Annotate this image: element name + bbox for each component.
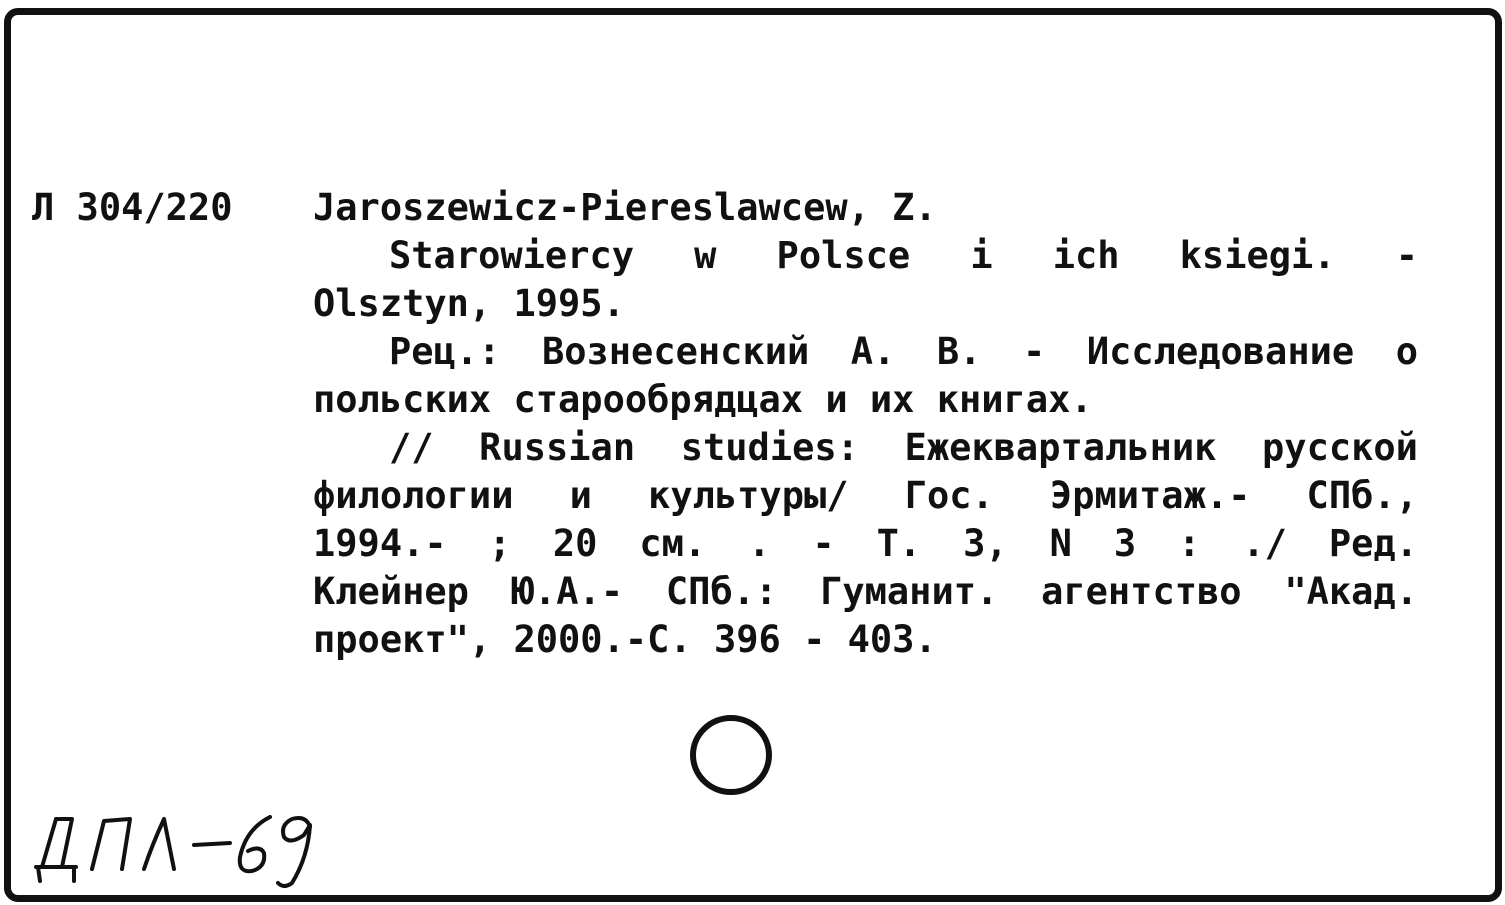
source-word: агентство <box>1041 570 1242 613</box>
source-word: культуры/ <box>648 474 849 517</box>
punch-hole-icon <box>690 714 772 796</box>
source-word: Ежеквартальник <box>904 426 1217 469</box>
source-line-4 <box>313 568 1418 616</box>
review-word: - <box>1023 330 1046 373</box>
title-word: ksiegi. <box>1179 234 1336 277</box>
title-word: w <box>694 234 717 277</box>
source-word: Гос. <box>904 474 994 517</box>
handwritten-code <box>34 805 324 890</box>
source-word: СПб., <box>1306 474 1418 517</box>
source-word: ./ <box>1242 522 1287 565</box>
source-line-2 <box>313 472 1418 520</box>
source-word: 20 <box>552 522 598 565</box>
source-word: и <box>569 474 592 517</box>
source-word: филологии <box>313 474 514 517</box>
review-word: А. <box>850 330 896 373</box>
source-word: Russian <box>479 426 636 469</box>
source-word: studies: <box>680 426 859 469</box>
source-line-3 <box>313 520 1418 568</box>
author-line: Jaroszewicz-Piereslawcew, Z. <box>313 186 937 229</box>
source-word: . <box>748 522 771 565</box>
source-word: N <box>1049 522 1072 565</box>
title-line <box>313 232 1418 280</box>
source-word: Гуманит. <box>820 570 999 613</box>
source-line-1 <box>313 424 1418 472</box>
bibliographic-entry <box>313 184 1418 664</box>
title-word: Polsce <box>776 234 911 277</box>
source-word: ; <box>488 522 511 565</box>
source-word: - <box>812 522 835 565</box>
source-word: Ю.А.- <box>511 570 624 613</box>
source-word: Ред. <box>1328 522 1418 565</box>
source-word: 3, <box>963 522 1008 565</box>
review-continuation: польских старообрядцах и их книгах. <box>313 378 1093 421</box>
review-word: В. <box>936 330 982 373</box>
source-word: Клейнер <box>313 570 469 613</box>
place-year-line: Olsztyn, 1995. <box>313 282 625 325</box>
review-word: о <box>1395 330 1418 373</box>
title-word: i <box>970 234 993 277</box>
title-word: - <box>1395 234 1418 277</box>
source-word: 3 <box>1113 522 1137 565</box>
source-word: "Акад. <box>1284 570 1418 613</box>
review-line <box>313 328 1418 376</box>
review-word: Рец.: <box>389 330 501 373</box>
review-word: Вознесенский <box>541 330 810 373</box>
source-word: : <box>1178 522 1201 565</box>
title-word: ich <box>1052 234 1120 277</box>
source-word: Т. <box>876 522 922 565</box>
source-word: Эрмитаж.- <box>1049 474 1251 517</box>
source-word: 1994.- <box>313 522 447 565</box>
source-word: см. <box>639 522 707 565</box>
source-line-5: проект", 2000.-С. 396 - 403. <box>313 618 937 661</box>
shelfmark: Л 304/220 <box>32 186 233 229</box>
source-word: русской <box>1262 426 1418 469</box>
source-word: // <box>389 426 434 469</box>
review-word: Исследование <box>1086 330 1355 373</box>
source-word: СПб.: <box>665 570 778 613</box>
title-word: Starowiercy <box>389 234 635 277</box>
